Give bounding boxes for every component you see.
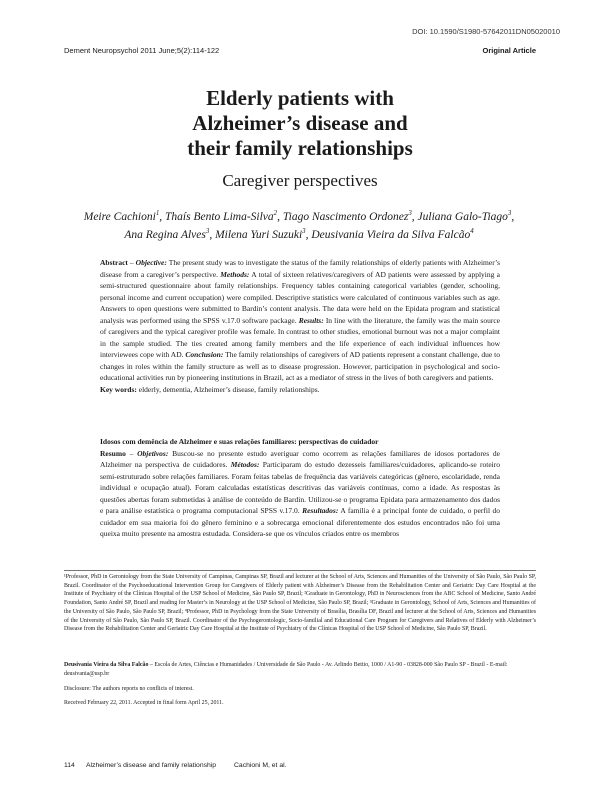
title-line: their family relationships — [187, 136, 413, 160]
keywords: Key words: elderly, dementia, Alzheimer’s disease, family relationships. — [100, 385, 320, 395]
page-number: 114 — [64, 762, 75, 769]
journal-citation: Dement Neuropsychol 2011 June;5(2):114-122 — [64, 46, 220, 55]
author: Ana Regina Alves$^3$ — [124, 228, 210, 241]
author: Thaís Bento Lima-Silva$^2$ — [165, 210, 278, 223]
resumo-body: Resumo – Objetivos: Buscou-se no presente estudo averiguar como ocorrem as relações familiares de idosos portadores de Alzheimer na perspectiva de cuidadores. Métodos: Participaram do estudo dezesseis familiares/cuidadores, aplicando-se roteiro semi-estruturado sobre relações familiares. Foram feitas tabelas de frequência das variáveis categóricas (gênero, escolaridade, renda individual e ocupação atual). Foram calculadas estatísticas descritivas das variáveis contínuas, como a idade. As respostas às questões abertas foram submetidas à análise de conteúdo de Bardin. Utilizou-se o programa Epidata para armazenamento dos dados e para análise estatística o programa computacional SPSS v.17.0. Resultados: A família é a principal fonte de cuidado, o perfil do cuidador em sua maioria foi do gênero feminino e a sobrecarga emocional diferentemente dos estudos encontrados não foi uma queixa muito presente na amostra estudada. Considera-se que os vínculos criados entre os membros — [100, 448, 501, 539]
author: Meire Cachioni$^1$ — [83, 210, 160, 223]
resumo — [100, 436, 500, 540]
article-type: Original Article — [482, 46, 536, 55]
resumo-title: Idosos com demência de Alzheimer e suas relações familiares: perspectivas do cuidador — [100, 437, 379, 446]
author: Milena Yuri Suzuki$^3$ — [215, 228, 306, 241]
correspondence: Deusivania Vieira da Silva Falcão – Escola de Artes, Ciências e Humanidades / Universidade de São Paulo - Av. Arlindo Bettio, 1000 / A1-90 - 03828-000 São Paulo SP - Brazil - E-mail: deusivania@usp.br — [64, 662, 508, 677]
article-title — [0, 86, 600, 161]
resumo-heading: Resumo — [100, 448, 126, 458]
title-line: Elderly patients with — [206, 86, 394, 110]
author: Tiago Nascimento Ordonez$^3$ — [282, 210, 412, 223]
received-dates: Received February 22, 2011. Accepted in final form April 25, 2011. — [64, 700, 224, 706]
author-list: Meire Cachioni$^1$, Thaís Bento Lima-Silva$^2$, Tiago Nascimento Ordonez$^3$, Juliana Galo-Tiago$^3$, Ana Regina Alves$^3$, Milena Yuri Suzuki$^3$, Deusivania Vieira da Silva Falcão$^4$ — [83, 210, 515, 241]
abstract — [100, 257, 500, 396]
abstract-heading: Abstract — [100, 258, 128, 267]
title-line: Alzheimer’s disease and — [192, 111, 408, 135]
disclosure: Disclosure: The authors reports no conflicts of interest. — [64, 686, 194, 692]
author: Deusivania Vieira da Silva Falcão$^4$ — [311, 228, 474, 241]
article-subtitle: Caregiver perspectives — [222, 171, 378, 190]
doi: DOI: 10.1590/S1980-57642011DN05020010 — [412, 27, 560, 36]
author: Juliana Galo-Tiago$^3$ — [417, 210, 512, 223]
abstract-body: Abstract – Objective: The present study was to investigate the status of the family relationships of elderly patients with Alzheimer’s disease from a caregiver’s perspective. Methods: A total of sixteen relatives/caregivers of AD patients were assessed by applying a semi-structured questionnaire about family relationships. Frequency tables containing categorical variables (gender, schooling, personal income and current occupation) were compiled. Descriptive statistics were calculated of continuous variables such as age. Answers to open questions were submitted to Bardin’s content analysis. The data were held on the Epidata program and statistical analysis was performed using the SPSS v.17.0 software package. Results: In line with the literature, the family was the main source of caregivers and the typical caregiver profile was female. In contrast to other studies, emotional burnout was not a major complaint in the sample studied. The ties created among family members and the life experience of each individual influences how interviewees cope with AD. Conclusion: The family relationships of caregivers of AD patients represent a constant challenge, due to changes in roles within the family structure as well as to disease progression. However, participation in psychological and socio-educational activities run by pioneering institutions in Brazil, act as a mediator of stress in the lives of both caregivers and patients. — [100, 258, 501, 383]
footnote-divider — [64, 570, 536, 571]
running-title: Alzheimer’s disease and family relationship — [86, 762, 217, 769]
running-authors: Cachioni M, et al. — [234, 762, 287, 769]
affiliation-footnotes: ¹Professor, PhD in Gerontology from the State University of Campinas, Campinas SP, Brazil and lecturer at the School of Arts, Sciences and Humanities of the University of São Paulo, São Paulo SP, Brazil. Coordinator of the Psychoeducational Intervention Group for Caregivers of Elderly patient with Alzheimer’s Disease from the Rehabilitation Center and Geriatric Day Care Hospital at the Institute of Psychiatry of the Clínicas Hospital of the USP School of Medicine, São Paulo SP, Brazil; ²Graduate in Gerontology, PhD in Neurosciences from the ABC School of Medicine, Santo André Foundation, Santo André SP, Brazil and reading for Master’s in Neurology at the USP School of Medicine, São Paulo SP, Brazil; ³Graduate in Gerontology, School of Arts, Sciences and Humanities of the University of São Paulo, São Paulo SP, Brazil; ⁴Professor, PhD in Psychology from the State University of Brasília, Brasília DF, Brazil and lecturer at the School of Arts, Sciences and Humanities of the University of São Paulo, São Paulo SP, Brazil. Coordinator of the Psychogerontologic, Socio-familial and Educational Care Program for Caregivers and Relatives of Elderly with Alzheimer’s Disease from the Rehabilitation Center and Geriatric Day Care Hospital at the Institute of Psychiatry of the Clínicas Hospital of the USP School of Medicine, São Paulo SP, Brazil. — [64, 574, 536, 633]
